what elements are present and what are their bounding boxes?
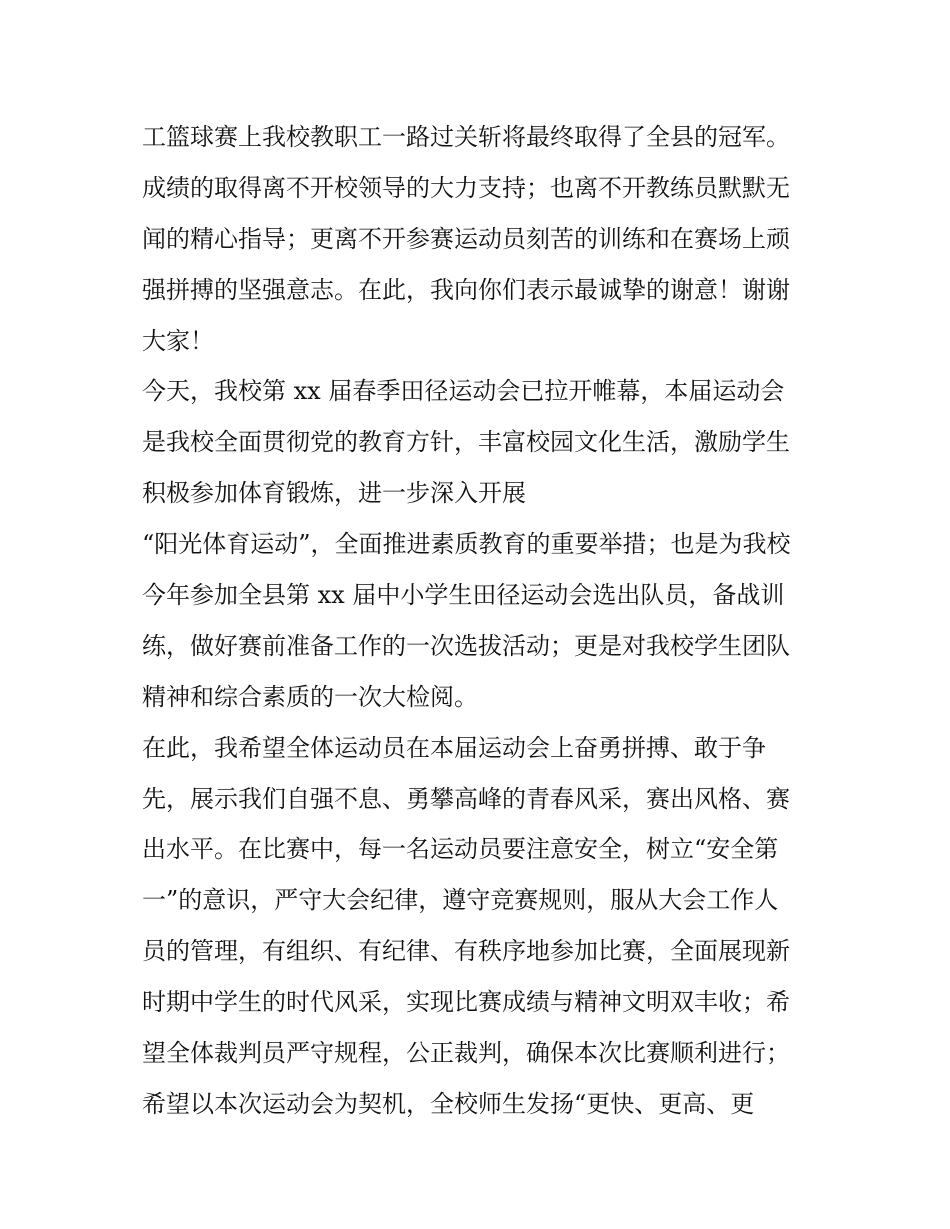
text-line: 希望以本次运动会为契机，全校师生发扬“更快、更高、更 — [142, 1089, 755, 1118]
text-line: 强拼搏的坚强意志。在此，我向你们表示最诚挚的谢意！谢谢 — [142, 275, 790, 304]
text-line: 成绩的取得离不开校领导的大力支持；也离不开教练员默默无 — [142, 173, 790, 202]
document-body — [142, 112, 832, 1130]
text-line: 精神和综合素质的一次大检阅。 — [142, 682, 478, 711]
text-line: 一”的意识，严守大会纪律，遵守竞赛规则，服从大会工作人 — [142, 886, 779, 915]
text-line: 出水平。在比赛中，每一名运动员要注意安全，树立“安全第 — [142, 835, 779, 864]
text-line: 工篮球赛上我校教职工一路过关斩将最终取得了全县的冠军。 — [142, 123, 790, 151]
text-line: 先，展示我们自强不息、勇攀高峰的青春风采，赛出风格、赛 — [142, 784, 790, 813]
text-line: 时期中学生的时代风采，实现比赛成绩与精神文明双丰收；希 — [142, 988, 790, 1017]
text-line: 闻的精心指导；更离不开参赛运动员刻苦的训练和在赛场上顽 — [142, 224, 790, 253]
text-line: 是我校全面贯彻党的教育方针，丰富校园文化生活，激励学生 — [142, 428, 790, 457]
text-line: 练，做好赛前准备工作的一次选拔活动；更是对我校学生团队 — [142, 631, 790, 660]
text-line: 积极参加体育锻炼，进一步深入开展 — [142, 479, 526, 508]
text-line: 望全体裁判员严守规程，公正裁判，确保本次比赛顺利进行； — [142, 1039, 790, 1068]
text-line: 今天，我校第 xx 届春季田径运动会已拉开帷幕，本届运动会 — [142, 377, 785, 406]
text-line: 今年参加全县第 xx 届中小学生田径运动会选出队员，备战训 — [142, 581, 785, 610]
text-line: 员的管理，有组织、有纪律、有秩序地参加比赛，全面展现新 — [142, 937, 790, 966]
text-line: 大家！ — [142, 326, 214, 355]
text-line: 在此，我希望全体运动员在本届运动会上奋勇拼搏、敢于争 — [142, 733, 766, 762]
text-line: “阳光体育运动”，全面推进素质教育的重要举措；也是为我校 — [142, 530, 791, 559]
